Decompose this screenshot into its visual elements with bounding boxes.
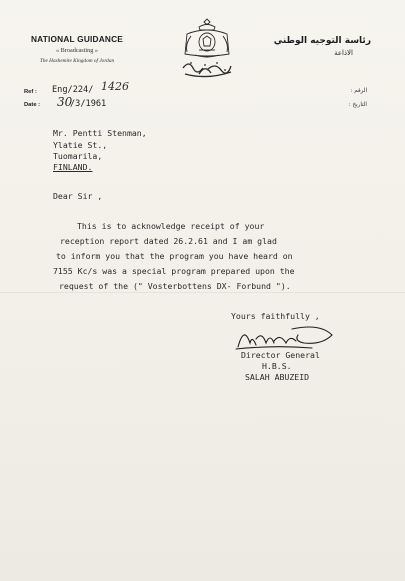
org-name-ar: رئاسة التوجيه الوطني: [273, 36, 371, 46]
dept-name-ar: الاذاعة: [334, 49, 353, 57]
sign-off: Yours faithfully ,: [231, 311, 320, 321]
ref-value: Eng/224/: [52, 85, 94, 95]
letterhead-en: [22, 34, 132, 64]
body-line-2: reception report dated 26.2.61 and I am glad: [60, 236, 277, 246]
ref-handwritten-number: 1426: [101, 80, 129, 93]
body-line-5: request of the (" Vosterbottens DX- Forbund ").: [59, 281, 291, 291]
body-line-1: This is to acknowledge receipt of your: [77, 221, 265, 231]
ref-label-ar: : الرقم: [350, 88, 367, 94]
signatory-name: SALAH ABUZEID: [245, 372, 310, 382]
date-label-ar: : التاريخ: [348, 102, 367, 108]
greeting: Dear Sir ,: [53, 191, 103, 201]
body-line-4: 7155 Kc/s was a special program prepared upon the: [53, 266, 295, 276]
date-label: Date :: [24, 102, 41, 108]
date-handwritten-day: 30: [57, 95, 73, 109]
address-line-3: Tuomarila,: [53, 151, 103, 161]
signatory-title: Director General: [241, 350, 320, 360]
signatory-org: H.B.S.: [262, 361, 292, 371]
dept-name-en: « Broadcasting »: [56, 47, 98, 54]
paper-fold: [0, 292, 405, 293]
ref-label: Ref :: [24, 89, 37, 95]
org-name-en: NATIONAL GUIDANCE: [30, 34, 124, 44]
kingdom-name-en: The Hashemite Kingdom of Jordan: [39, 58, 115, 64]
handwritten-signature: [234, 321, 336, 351]
address-line-4: FINLAND.: [53, 162, 93, 172]
body-line-3: to inform you that the program you have heard on: [56, 251, 293, 261]
coat-of-arms-icon: [177, 18, 237, 80]
letterhead-ar: [274, 36, 371, 57]
address-line-2: Ylatie St.,: [53, 140, 108, 150]
address-line-1: Mr. Pentti Stenman,: [53, 128, 147, 138]
date-value: /3/1961: [70, 99, 107, 109]
